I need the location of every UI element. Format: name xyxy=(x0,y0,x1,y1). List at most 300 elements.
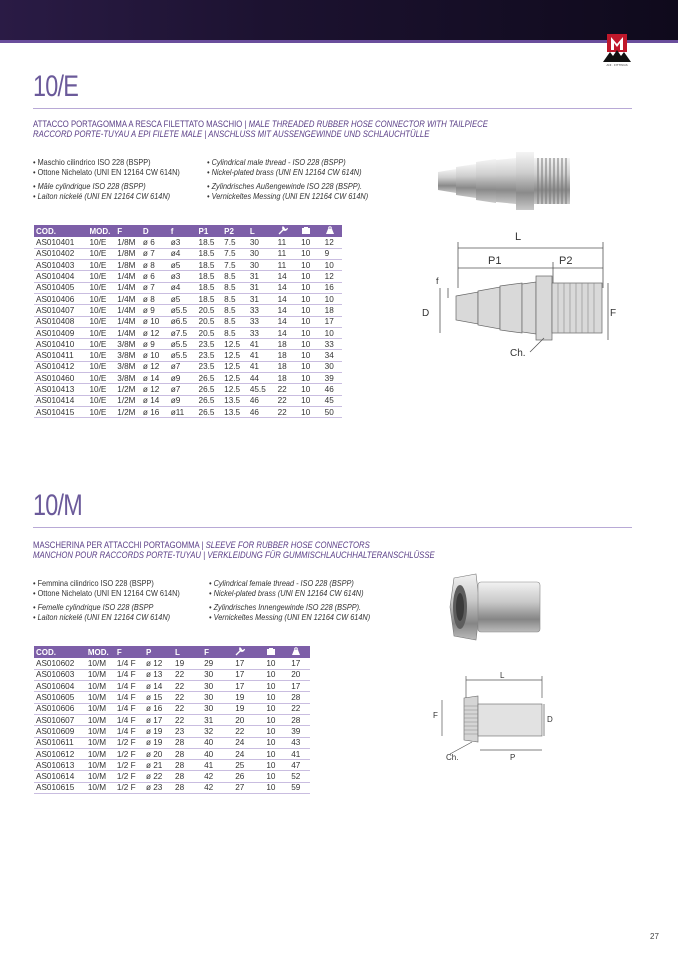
table-cell: AS010408 xyxy=(34,316,87,327)
table-cell: 20.5 xyxy=(197,305,223,316)
table-cell: AS010412 xyxy=(34,361,87,372)
subtitle-en: SLEEVE FOR RUBBER HOSE CONNECTORS xyxy=(205,540,370,550)
table-cell: 1/4M xyxy=(115,305,141,316)
table-cell: 10 xyxy=(323,327,342,338)
table-cell: 17 xyxy=(323,316,342,327)
table-cell: 10 xyxy=(264,748,289,759)
table-cell: 22 xyxy=(276,406,300,417)
table-cell: AS010607 xyxy=(34,714,86,725)
bullet-item: Nickel-plated brass (UNI EN 12164 CW 614N) xyxy=(213,588,364,598)
table-cell: 1/4 F xyxy=(115,703,144,714)
table-cell: 28 xyxy=(173,748,202,759)
section-subtitle: MASCHERINA PER ATTACCHI PORTAGOMMA | SLEEVE FOR RUBBER HOSE CONNECTORS MANCHON POUR RACCORDS PORTE-TUYAU | VERKLEIDUNG FÜR GUMMISCHLAUCHHALTERANSCHLÜSSE xyxy=(33,540,435,560)
col-header: P1 xyxy=(197,225,223,237)
col-header: MOD. xyxy=(87,225,115,237)
table-cell: 22 xyxy=(173,714,202,725)
table-cell: 10 xyxy=(299,305,323,316)
table-cell: 14 xyxy=(276,282,300,293)
table-cell: ø 10 xyxy=(141,316,169,327)
table-cell: 16 xyxy=(323,282,342,293)
table-cell: 14 xyxy=(276,327,300,338)
table-cell: 1/2M xyxy=(115,395,141,406)
table-cell: 1/4M xyxy=(115,271,141,282)
table-cell: 10 xyxy=(264,669,289,680)
table-cell: 1/4M xyxy=(115,293,141,304)
wrench-icon xyxy=(276,225,300,237)
table-cell: 32 xyxy=(202,726,233,737)
table-cell: 10 xyxy=(264,782,289,793)
table-cell: 22 xyxy=(289,703,310,714)
table-cell: 10 xyxy=(323,293,342,304)
table-cell: 9 xyxy=(323,248,342,259)
table-cell: 22 xyxy=(173,681,202,692)
table-cell: 10/E xyxy=(87,339,115,350)
table-cell: 10 xyxy=(299,373,323,384)
table-cell: 17 xyxy=(233,669,264,680)
table-cell: AS010411 xyxy=(34,350,87,361)
table-row xyxy=(34,316,342,327)
table-cell: 10 xyxy=(264,771,289,782)
dim-label-F: F xyxy=(433,711,438,720)
table-cell: 10 xyxy=(299,237,323,248)
table-cell: AS010406 xyxy=(34,293,87,304)
table-cell: 3/8M xyxy=(115,339,141,350)
table-cell: 8.5 xyxy=(222,327,248,338)
table-row xyxy=(34,782,310,793)
table-row xyxy=(34,406,342,417)
table-cell: ø 6 xyxy=(141,237,169,248)
table-cell: ø 15 xyxy=(144,692,173,703)
table-cell: 10/E xyxy=(87,406,115,417)
table-cell: 10 xyxy=(264,658,289,669)
table-cell: 10/M xyxy=(86,760,115,771)
table-cell: 1/4M xyxy=(115,282,141,293)
dim-label-L: L xyxy=(500,671,505,680)
subtitle-en: MALE THREADED RUBBER HOSE CONNECTOR WITH TAILPIECE xyxy=(248,119,488,129)
table-cell: 42 xyxy=(202,771,233,782)
table-cell: 28 xyxy=(173,737,202,748)
table-cell: 10/M xyxy=(86,658,115,669)
table-cell: 20 xyxy=(233,714,264,725)
table-cell: AS010604 xyxy=(34,681,86,692)
table-cell: 33 xyxy=(248,305,276,316)
table-cell: 52 xyxy=(289,771,310,782)
table-cell: 30 xyxy=(323,361,342,372)
bullet-item: Vernickeltes Messing (UNI EN 12164 CW 614N) xyxy=(213,612,371,622)
table-cell: 18.5 xyxy=(197,271,223,282)
table-cell: 10 xyxy=(264,703,289,714)
product-photo-10m xyxy=(446,572,546,642)
section-title-10e: 10/E xyxy=(33,70,79,103)
table-cell: 12.5 xyxy=(222,361,248,372)
table-cell: AS010414 xyxy=(34,395,87,406)
section-title-10m: 10/M xyxy=(33,489,82,522)
table-cell: 34 xyxy=(323,350,342,361)
box-icon xyxy=(299,225,323,237)
table-cell: AS010603 xyxy=(34,669,86,680)
table-cell: 18 xyxy=(276,350,300,361)
bullet-item: Laiton nickelé (UNI EN 12164 CW 614N) xyxy=(37,612,171,622)
table-cell: AS010407 xyxy=(34,305,87,316)
table-cell: 1/4 F xyxy=(115,714,144,725)
table-cell: AS010410 xyxy=(34,339,87,350)
table-row xyxy=(34,669,310,680)
table-cell: 10 xyxy=(299,293,323,304)
table-cell: 10 xyxy=(299,327,323,338)
technical-drawing-10m xyxy=(430,670,560,762)
table-cell: 41 xyxy=(289,748,310,759)
bag-icon xyxy=(323,225,342,237)
table-cell: 17 xyxy=(233,658,264,669)
table-cell: 10/M xyxy=(86,669,115,680)
table-cell: 10/M xyxy=(86,692,115,703)
bullet-item: Nickel-plated brass (UNI EN 12164 CW 614N) xyxy=(211,167,362,177)
box-icon xyxy=(264,646,289,658)
dim-label-F: F xyxy=(610,308,617,319)
table-cell: ø7 xyxy=(169,361,197,372)
table-cell: 1/2 F xyxy=(115,771,144,782)
table-cell: 12.5 xyxy=(222,384,248,395)
table-cell: ø5 xyxy=(169,293,197,304)
table-row xyxy=(34,282,342,293)
table-cell: 10 xyxy=(264,760,289,771)
table-cell: 31 xyxy=(248,282,276,293)
bullet-list-right: • Cylindrical female thread - ISO 228 (BSPP) • Nickel-plated brass (UNI EN 12164 CW 614N) • Zylindrisches Innengewinde ISO 228 (BSPP). • Vernickeltes Messing (UNI EN 12164 CW 614N) xyxy=(209,578,371,622)
table-cell: 14 xyxy=(276,293,300,304)
table-cell: 59 xyxy=(289,782,310,793)
table-cell: 26.5 xyxy=(197,384,223,395)
table-row xyxy=(34,692,310,703)
section-rule xyxy=(33,527,632,528)
table-cell: 10 xyxy=(299,406,323,417)
table-cell: 44 xyxy=(248,373,276,384)
bullet-item: Vernickeltes Messing (UNI EN 12164 CW 614N) xyxy=(211,191,369,201)
table-cell: 10/M xyxy=(86,771,115,782)
table-cell: 8.5 xyxy=(222,293,248,304)
table-cell: AS010404 xyxy=(34,271,87,282)
table-cell: AS010460 xyxy=(34,373,87,384)
table-row xyxy=(34,248,342,259)
table-cell: 18.5 xyxy=(197,260,223,271)
table-cell: ø 12 xyxy=(141,327,169,338)
table-row xyxy=(34,339,342,350)
col-header: COD. xyxy=(34,646,86,658)
table-cell: 10 xyxy=(299,260,323,271)
table-cell: 10 xyxy=(299,339,323,350)
table-cell: AS010611 xyxy=(34,737,86,748)
table-cell: 10 xyxy=(264,726,289,737)
table-cell: 22 xyxy=(173,669,202,680)
bullet-item: Femelle cylindrique ISO 228 (BSPP xyxy=(37,602,154,612)
table-cell: 27 xyxy=(233,782,264,793)
bullet-list-left: • Maschio cilindrico ISO 228 (BSPP) • Ottone Nichelato (UNI EN 12164 CW 614N) • Mâle cylindrique ISO 228 (BSPP) • Laiton nickelé (UNI EN 12164 CW 614N) xyxy=(33,157,180,201)
table-cell: AS010602 xyxy=(34,658,86,669)
bullet-item: Zylindrisches Innengewinde ISO 228 (BSPP). xyxy=(213,602,362,612)
table-cell: 8.5 xyxy=(222,271,248,282)
table-cell: 10/M xyxy=(86,714,115,725)
table-cell: 25 xyxy=(233,760,264,771)
table-cell: 45.5 xyxy=(248,384,276,395)
table-cell: 3/8M xyxy=(115,361,141,372)
product-table-10e xyxy=(34,225,342,418)
table-cell: 46 xyxy=(248,406,276,417)
table-cell: 1/4M xyxy=(115,327,141,338)
table-cell: 10/E xyxy=(87,282,115,293)
table-cell: 10/E xyxy=(87,350,115,361)
col-header: L xyxy=(248,225,276,237)
table-row xyxy=(34,237,342,248)
col-header: D xyxy=(141,225,169,237)
table-cell: 30 xyxy=(202,703,233,714)
table-cell: 10 xyxy=(264,714,289,725)
dim-label-P: P xyxy=(510,753,516,762)
table-cell: 1/2 F xyxy=(115,760,144,771)
table-cell: 18 xyxy=(276,373,300,384)
table-cell: ø9 xyxy=(169,395,197,406)
table-cell: 10 xyxy=(299,271,323,282)
table-cell: 1/2 F xyxy=(115,748,144,759)
table-cell: 26.5 xyxy=(197,373,223,384)
table-row xyxy=(34,305,342,316)
table-cell: 10 xyxy=(299,282,323,293)
table-cell: 40 xyxy=(202,737,233,748)
table-cell: 31 xyxy=(248,293,276,304)
subtitle-it: MASCHERINA PER ATTACCHI PORTAGOMMA xyxy=(33,540,200,550)
table-cell: 41 xyxy=(202,760,233,771)
table-cell: 7.5 xyxy=(222,248,248,259)
col-header: L xyxy=(173,646,202,658)
table-cell: 18 xyxy=(276,361,300,372)
table-cell: 28 xyxy=(289,714,310,725)
table-row xyxy=(34,748,310,759)
table-cell: 18.5 xyxy=(197,282,223,293)
table-cell: 11 xyxy=(276,260,300,271)
table-cell: 10/E xyxy=(87,373,115,384)
table-cell: 46 xyxy=(323,384,342,395)
table-cell: AS010615 xyxy=(34,782,86,793)
table-row xyxy=(34,737,310,748)
table-cell: 22 xyxy=(233,726,264,737)
table-cell: ø 17 xyxy=(144,714,173,725)
table-cell: 10 xyxy=(264,692,289,703)
table-cell: 7.5 xyxy=(222,260,248,271)
table-cell: 10/E xyxy=(87,327,115,338)
table-row xyxy=(34,714,310,725)
table-cell: 1/4M xyxy=(115,316,141,327)
table-cell: AS010415 xyxy=(34,406,87,417)
table-cell: 30 xyxy=(248,248,276,259)
table-cell: 10/E xyxy=(87,260,115,271)
dim-label-P1: P1 xyxy=(488,255,502,267)
table-cell: 41 xyxy=(248,350,276,361)
table-cell: 3/8M xyxy=(115,373,141,384)
table-cell: 1/4 F xyxy=(115,681,144,692)
table-cell: 22 xyxy=(173,703,202,714)
table-cell: 23.5 xyxy=(197,361,223,372)
table-cell: 10 xyxy=(264,737,289,748)
table-cell: 31 xyxy=(248,271,276,282)
dim-label-f: f xyxy=(436,276,439,286)
col-header: P xyxy=(144,646,173,658)
table-cell: 18 xyxy=(323,305,342,316)
table-cell: ø 12 xyxy=(144,658,173,669)
table-cell: 11 xyxy=(276,248,300,259)
table-cell: ø 14 xyxy=(144,681,173,692)
table-cell: ø 8 xyxy=(141,260,169,271)
table-cell: ø 13 xyxy=(144,669,173,680)
table-cell: 10/E xyxy=(87,237,115,248)
table-cell: 24 xyxy=(233,737,264,748)
table-cell: 10/M xyxy=(86,726,115,737)
table-cell: 17 xyxy=(289,681,310,692)
table-row xyxy=(34,771,310,782)
table-cell: 42 xyxy=(202,782,233,793)
table-cell: 33 xyxy=(248,327,276,338)
table-cell: ø 21 xyxy=(144,760,173,771)
table-cell: 1/2 F xyxy=(115,782,144,793)
table-cell: 50 xyxy=(323,406,342,417)
section-rule xyxy=(33,108,632,109)
table-cell: ø5.5 xyxy=(169,350,197,361)
table-cell: 23.5 xyxy=(197,339,223,350)
table-cell: 10/E xyxy=(87,316,115,327)
table-cell: 24 xyxy=(233,748,264,759)
table-cell: 14 xyxy=(276,305,300,316)
table-cell: 12.5 xyxy=(222,350,248,361)
dim-label-Ch: Ch. xyxy=(510,348,526,359)
table-header-row xyxy=(34,225,342,237)
subtitle-fr-de: RACCORD PORTE-TUYAU A EPI FILETE MALE | ANSCHLUSS MIT AUSSENGEWINDE UND SCHLAUCHTÜLLE xyxy=(33,129,430,139)
table-cell: 10/M xyxy=(86,737,115,748)
table-cell: AS010606 xyxy=(34,703,86,714)
header-band xyxy=(0,0,678,40)
table-cell: 1/8M xyxy=(115,248,141,259)
header-accent-line xyxy=(0,40,678,43)
table-cell: 43 xyxy=(289,737,310,748)
table-cell: ø 8 xyxy=(141,293,169,304)
dim-label-P2: P2 xyxy=(559,255,573,267)
table-cell: 30 xyxy=(248,260,276,271)
table-cell: 10/E xyxy=(87,361,115,372)
table-cell: 12 xyxy=(323,237,342,248)
bullet-item: Cylindrical male thread - ISO 228 (BSPP) xyxy=(211,157,346,167)
table-row xyxy=(34,395,342,406)
table-cell: ø 7 xyxy=(141,248,169,259)
table-cell: 22 xyxy=(276,395,300,406)
col-header: f xyxy=(169,225,197,237)
table-cell: 39 xyxy=(323,373,342,384)
table-cell: 1/4 F xyxy=(115,726,144,737)
table-cell: 26.5 xyxy=(197,406,223,417)
table-cell: ø6.5 xyxy=(169,316,197,327)
bullet-item: Ottone Nichelato (UNI EN 12164 CW 614N) xyxy=(37,167,180,177)
table-cell: 13.5 xyxy=(222,395,248,406)
table-cell: 33 xyxy=(323,339,342,350)
table-cell: 10/E xyxy=(87,395,115,406)
table-cell: ø4 xyxy=(169,282,197,293)
page-number: 27 xyxy=(650,932,659,941)
table-cell: 10/M xyxy=(86,703,115,714)
table-cell: 10 xyxy=(299,395,323,406)
table-cell: ø 16 xyxy=(144,703,173,714)
table-cell: 10/E xyxy=(87,248,115,259)
table-cell: AS010409 xyxy=(34,327,87,338)
table-row xyxy=(34,384,342,395)
table-row xyxy=(34,361,342,372)
table-cell: ø 9 xyxy=(141,339,169,350)
table-cell: 31 xyxy=(202,714,233,725)
table-cell: ø 19 xyxy=(144,737,173,748)
table-cell: 18.5 xyxy=(197,293,223,304)
table-cell: 39 xyxy=(289,726,310,737)
bullet-item: Laiton nickelé (UNI EN 12164 CW 614N) xyxy=(37,191,171,201)
table-cell: 12.5 xyxy=(222,373,248,384)
table-header-row xyxy=(34,646,310,658)
table-cell: 10/M xyxy=(86,681,115,692)
table-row xyxy=(34,703,310,714)
table-cell: 1/2M xyxy=(115,406,141,417)
table-cell: 10/M xyxy=(86,782,115,793)
table-cell: ø5 xyxy=(169,260,197,271)
table-cell: 22 xyxy=(173,692,202,703)
table-cell: 10 xyxy=(299,361,323,372)
table-cell: AS010605 xyxy=(34,692,86,703)
bullet-list-left: • Femmina cilindrico ISO 228 (BSPP) • Ottone Nichelato (UNI EN 12164 CW 614N) • Femelle cylindrique ISO 228 (BSPP • Laiton nickelé (UNI EN 12164 CW 614N) xyxy=(33,578,180,622)
table-cell: 10/E xyxy=(87,293,115,304)
table-cell: AS010402 xyxy=(34,248,87,259)
bullet-item: Mâle cylindrique ISO 228 (BSPP) xyxy=(37,181,146,191)
table-cell: ø 9 xyxy=(141,305,169,316)
table-cell: 19 xyxy=(233,703,264,714)
technical-drawing-10e xyxy=(418,228,618,364)
table-cell: 12.5 xyxy=(222,339,248,350)
table-cell: 3/8M xyxy=(115,350,141,361)
bullet-item: Cylindrical female thread - ISO 228 (BSPP) xyxy=(213,578,354,588)
table-cell: 10/E xyxy=(87,271,115,282)
bullet-item: Zylindrisches Außengewinde ISO 228 (BSPP). xyxy=(211,181,363,191)
table-cell: ø 10 xyxy=(141,350,169,361)
table-cell: 47 xyxy=(289,760,310,771)
table-cell: 10 xyxy=(264,681,289,692)
table-cell: 18 xyxy=(276,339,300,350)
logo-caption: ANI · FITTINGS xyxy=(606,63,628,67)
col-header: F xyxy=(115,646,144,658)
table-cell: 41 xyxy=(248,339,276,350)
table-cell: 20 xyxy=(289,669,310,680)
table-cell: ø 14 xyxy=(141,395,169,406)
table-cell: 45 xyxy=(323,395,342,406)
col-header: COD. xyxy=(34,225,87,237)
table-cell: ø5.5 xyxy=(169,339,197,350)
table-cell: ø 19 xyxy=(144,726,173,737)
table-cell: 10/E xyxy=(87,305,115,316)
product-photo-10e xyxy=(434,150,576,212)
table-cell: 10 xyxy=(299,384,323,395)
table-cell: 28 xyxy=(173,760,202,771)
table-cell: 10/M xyxy=(86,748,115,759)
table-cell: 11 xyxy=(276,237,300,248)
table-cell: 22 xyxy=(276,384,300,395)
table-cell: 29 xyxy=(202,658,233,669)
table-cell: AS010401 xyxy=(34,237,87,248)
table-cell: 30 xyxy=(248,237,276,248)
dim-label-L: L xyxy=(515,231,522,243)
table-cell: 19 xyxy=(233,692,264,703)
table-cell: 10 xyxy=(323,260,342,271)
table-cell: 14 xyxy=(276,271,300,282)
table-cell: 23.5 xyxy=(197,350,223,361)
table-cell: 1/4 F xyxy=(115,658,144,669)
